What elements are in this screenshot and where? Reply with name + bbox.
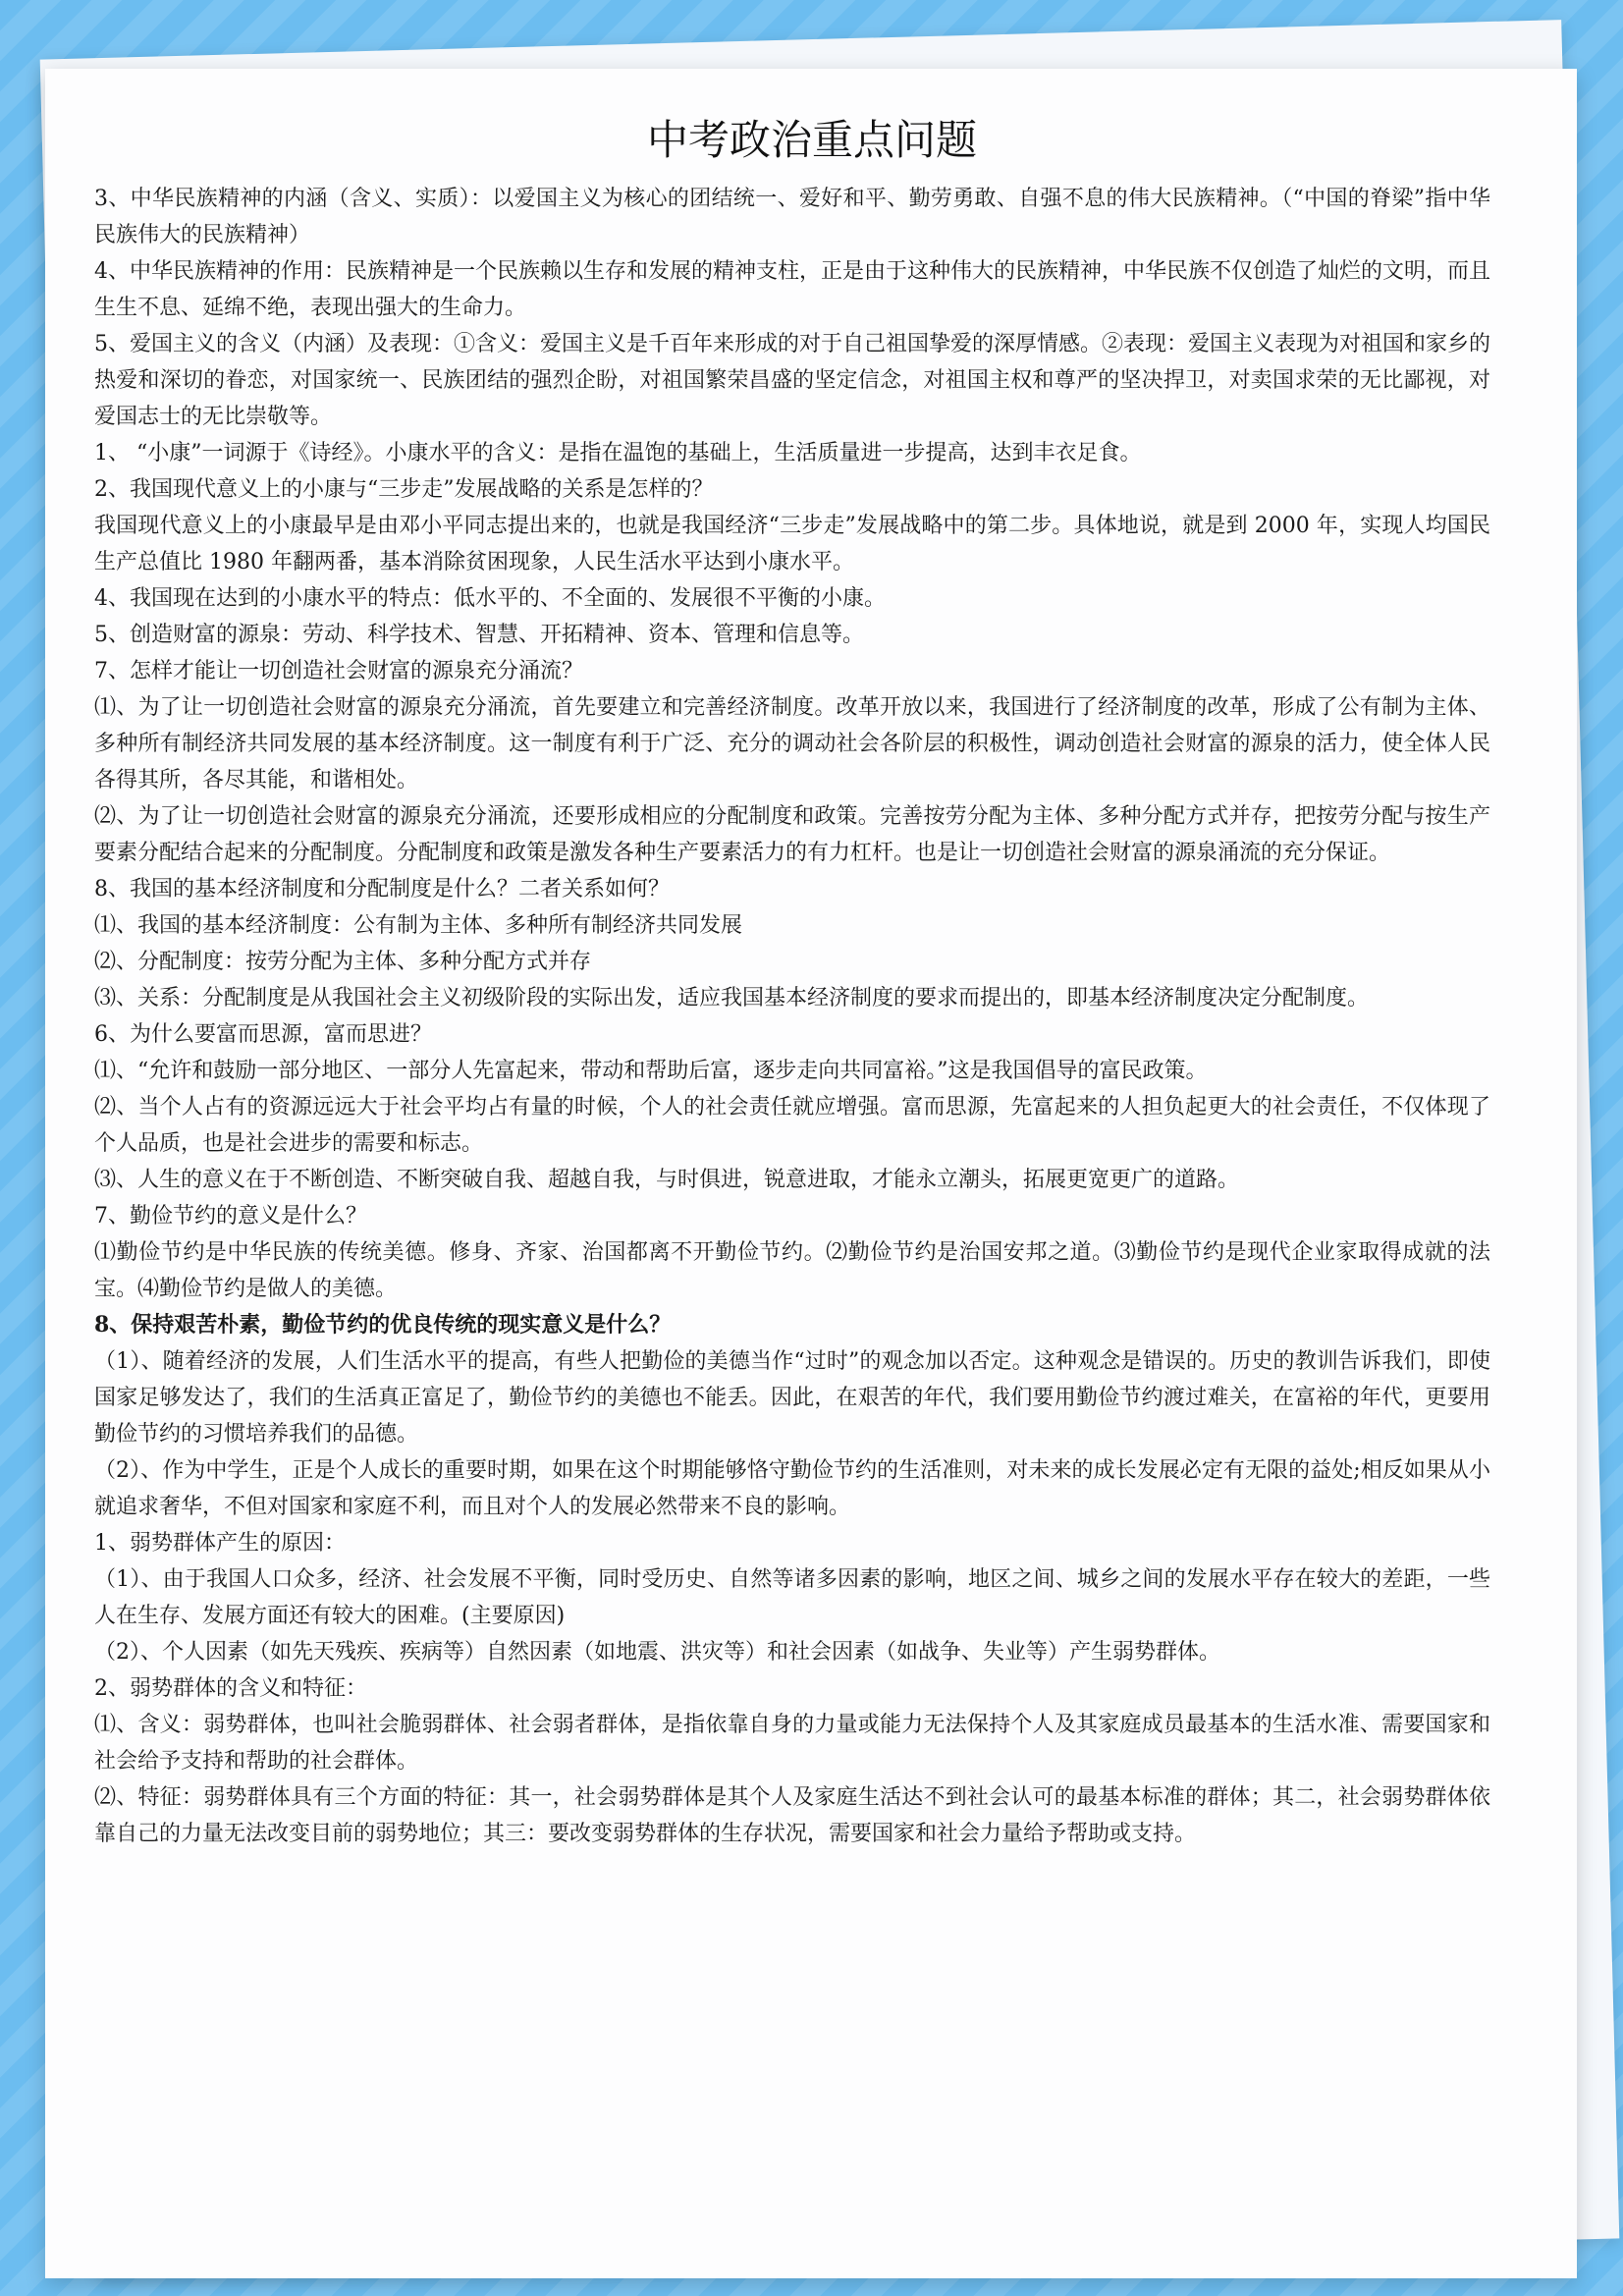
paragraph: 3、中华民族精神的内涵（含义、实质）：以爱国主义为核心的团结统一、爱好和平、勤劳勇敢、自强不息的伟大民族精神。（“中国的脊梁”指中华民族伟大的民族精神） [94, 187, 1490, 247]
paragraph: （2）、作为中学生，正是个人成长的重要时期，如果在这个时期能够恪守勤俭节约的生活准则，对未来的成长发展必定有无限的益处;相反如果从小就追求奢华，不但对国家和家庭不利，而且对个人的发展必然带来不良的影响。 [94, 1458, 1490, 1519]
paragraph: ⑴、我国的基本经济制度：公有制为主体、多种所有制经济共同发展 [94, 913, 743, 938]
paragraph: （1）、随着经济的发展，人们生活水平的提高，有些人把勤俭的美德当作“过时”的观念加以否定。这种观念是错误的。历史的教训告诉我们，即使国家足够发达了，我们的生活真正富足了，勤俭节约的美德也不能丢。因此，在艰苦的年代，我们要用勤俭节约渡过难关，在富裕的年代，更要用勤俭节约的习惯培养我们的品德。 [94, 1349, 1490, 1447]
paragraph: 1、 “小康”一词源于《诗经》。小康水平的含义：是指在温饱的基础上，生活质量进一步提高，达到丰衣足食。 [94, 441, 1142, 465]
paragraph: ⑴、含义：弱势群体，也叫社会脆弱群体、社会弱者群体，是指依靠自身的力量或能力无法保持个人及其家庭成员最基本的生活水准、需要国家和社会给予支持和帮助的社会群体。 [94, 1713, 1490, 1774]
paragraph: 2、我国现代意义上的小康与“三步走”发展战略的关系是怎样的？ [94, 477, 714, 502]
paragraph: ⑵、特征：弱势群体具有三个方面的特征：其一，社会弱势群体是其个人及家庭生活达不到社会认可的最基本标准的群体；其二，社会弱势群体依靠自己的力量无法改变目前的弱势地位；其三：要改变弱势群体的生存状况，需要国家和社会力量给予帮助或支持。 [94, 1785, 1490, 1846]
paragraph: ⑴、为了让一切创造社会财富的源泉充分涌流，首先要建立和完善经济制度。改革开放以来，我国进行了经济制度的改革，形成了公有制为主体、多种所有制经济共同发展的基本经济制度。这一制度有利于广泛、充分的调动社会各阶层的积极性，调动创造社会财富的源泉的活力，使全体人民各得其所，各尽其能，和谐相处。 [94, 695, 1490, 793]
paragraph: 4、我国现在达到的小康水平的特点：低水平的、不全面的、发展很不平衡的小康。 [94, 586, 886, 611]
paragraph: ⑶、关系：分配制度是从我国社会主义初级阶段的实际出发，适应我国基本经济制度的要求而提出的，即基本经济制度决定分配制度。 [94, 986, 1370, 1011]
paragraph: 6、为什么要富而思源，富而思进？ [94, 1022, 432, 1047]
paragraph: 7、勤俭节约的意义是什么？ [94, 1204, 367, 1229]
paragraph: 1、弱势群体产生的原因： [94, 1531, 346, 1556]
paragraph: ⑵、当个人占有的资源远远大于社会平均占有量的时候，个人的社会责任就应增强。富而思源，先富起来的人担负起更大的社会责任，不仅体现了个人品质，也是社会进步的需要和标志。 [94, 1095, 1490, 1156]
paragraph: ⑵、分配制度：按劳分配为主体、多种分配方式并存 [94, 950, 592, 974]
paragraph: 2、弱势群体的含义和特征： [94, 1676, 367, 1701]
paragraph: 7、怎样才能让一切创造社会财富的源泉充分涌流？ [94, 659, 583, 683]
paragraph: （1）、由于我国人口众多，经济、社会发展不平衡，同时受历史、自然等诸多因素的影响，地区之间、城乡之间的发展水平存在较大的差距，一些人在生存、发展方面还有较大的困难。(主要原因) [94, 1567, 1490, 1628]
paragraph: （2）、个人因素（如先天残疾、疾病等）自然因素（如地震、洪灾等）和社会因素（如战争、失业等）产生弱势群体。 [94, 1640, 1221, 1665]
document-title: 中考政治重点问题 [646, 116, 977, 164]
paragraph: ⑴勤俭节约是中华民族的传统美德。修身、齐家、治国都离不开勤俭节约。⑵勤俭节约是治国安邦之道。⑶勤俭节约是现代企业家取得成就的法宝。⑷勤俭节约是做人的美德。 [94, 1240, 1490, 1301]
paragraph: 8、我国的基本经济制度和分配制度是什么？二者关系如何？ [94, 877, 670, 902]
paragraph: ⑴、“允许和鼓励一部分地区、一部分人先富起来，带动和帮助后富，逐步走向共同富裕。”这是我国倡导的富民政策。 [94, 1059, 1208, 1083]
paragraph: ⑵、为了让一切创造社会财富的源泉充分涌流，还要形成相应的分配制度和政策。完善按劳分配为主体、多种分配方式并存，把按劳分配与按生产要素分配结合起来的分配制度。分配制度和政策是激发各种生产要素活力的有力杠杆。也是让一切创造社会财富的源泉涌流的充分保证。 [94, 804, 1490, 865]
paragraph: 我国现代意义上的小康最早是由邓小平同志提出来的，也就是我国经济“三步走”发展战略中的第二步。具体地说，就是到 2000 年，实现人均国民生产总值比 1980 年翻两番，基本消除贫困现象，人民生活水平达到小康水平。 [94, 514, 1490, 574]
paragraph: ⑶、人生的意义在于不断创造、不断突破自我、超越自我，与时俱进，锐意进取，才能永立潮头，拓展更宽更广的道路。 [94, 1168, 1240, 1192]
document-page [45, 69, 1577, 2278]
paragraph: 8、保持艰苦朴素，勤俭节约的优良传统的现实意义是什么？ [94, 1312, 672, 1338]
paragraph: 5、爱国主义的含义（内涵）及表现：①含义：爱国主义是千百年来形成的对于自己祖国挚爱的深厚情感。②表现：爱国主义表现为对祖国和家乡的热爱和深切的眷恋，对国家统一、民族团结的强烈企盼，对祖国繁荣昌盛的坚定信念，对祖国主权和尊严的坚决捍卫，对卖国求荣的无比鄙视，对爱国志士的无比崇敬等。 [94, 332, 1491, 429]
paragraph: 4、中华民族精神的作用：民族精神是一个民族赖以生存和发展的精神支柱，正是由于这种伟大的民族精神，中华民族不仅创造了灿烂的文明，而且生生不息、延绵不绝，表现出强大的生命力。 [94, 259, 1491, 320]
paragraph: 5、创造财富的源泉：劳动、科学技术、智慧、开拓精神、资本、管理和信息等。 [94, 623, 864, 647]
